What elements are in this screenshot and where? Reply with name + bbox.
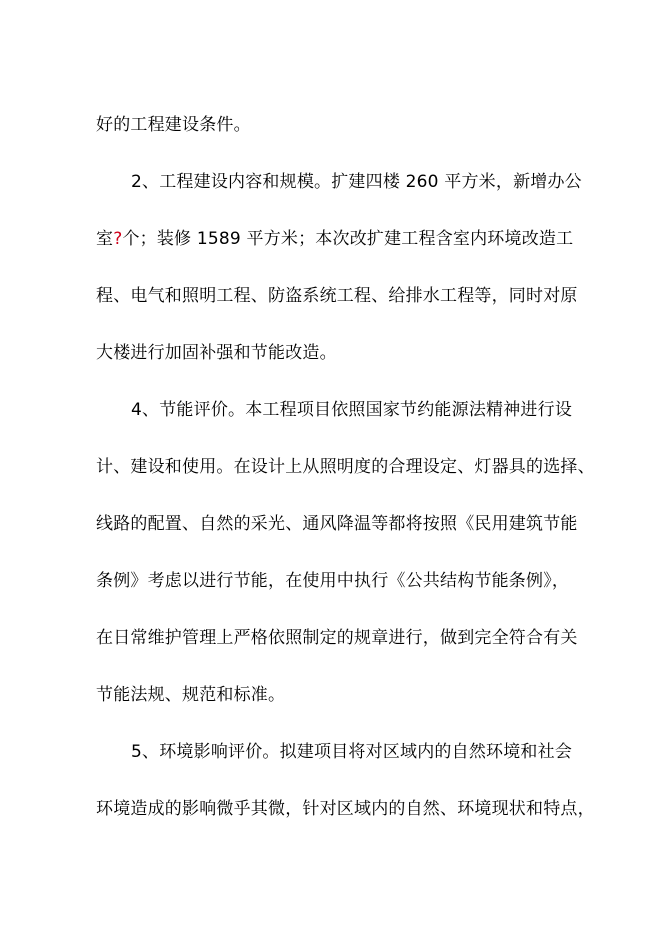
paragraph-line-3-text: 个；装修 1589 平方米；本次改扩建工程含室内环境改造工 xyxy=(122,229,574,249)
paragraph-line-2: 2、工程建设内容和规模。扩建四楼 260 平方米，新增办公 xyxy=(131,172,582,192)
paragraph-line-11: 节能法规、规范和标准。 xyxy=(96,685,286,705)
paragraph-line-3 xyxy=(96,228,573,250)
question-mark: ? xyxy=(113,229,123,249)
paragraph-line-3-prefix: 室 xyxy=(96,229,114,249)
paragraph-line-7: 计、建设和使用。在设计上从照明度的合理设定、灯器具的选择、 xyxy=(96,457,595,477)
paragraph-line-9: 条例》考虑以进行节能，在使用中执行《公共结构节能条例》， xyxy=(96,571,570,591)
paragraph-line-12: 5、环境影响评价。拟建项目将对区域内的自然环境和社会 xyxy=(131,742,573,762)
paragraph-line-6: 4、节能评价。本工程项目依照国家节约能源法精神进行设 xyxy=(131,400,573,420)
paragraph-line-8: 线路的配置、自然的采光、通风降温等都将按照《民用建筑节能 xyxy=(96,514,578,534)
paragraph-line-13: 环境造成的影响微乎其微，针对区域内的自然、环境现状和特点， xyxy=(96,799,595,819)
paragraph-line-10: 在日常维护管理上严格依照制定的规章进行，做到完全符合有关 xyxy=(96,628,578,648)
paragraph-line-5: 大楼进行加固补强和节能改造。 xyxy=(96,343,337,363)
paragraph-line-1: 好的工程建设条件。 xyxy=(96,115,251,135)
paragraph-line-4: 程、电气和照明工程、防盗系统工程、给排水工程等，同时对原 xyxy=(96,286,578,306)
